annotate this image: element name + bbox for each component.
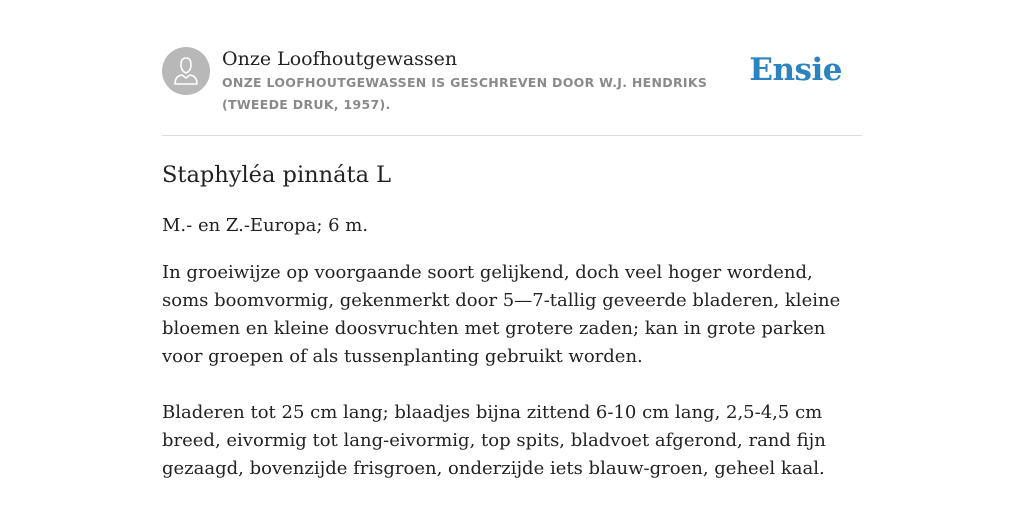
book-title[interactable]: Onze Loofhoutgewassen [222,48,458,70]
entry-description: In groeiwijze op voorgaande soort gelijkend, doch veel hoger wordend, soms boomvormig, gekenmerkt door 5—7-tallig geveerde bladeren, kleine bloemen en kleine doosvruchten met grotere zaden; kan in grote parken voor groepen of als tussenplanting gebruikt worden. [162,262,841,367]
entry-title: Staphyléa pinnáta L [162,162,392,188]
user-icon[interactable] [162,47,210,95]
book-description: ONZE LOOFHOUTGEWASSEN IS GESCHREVEN DOOR W.J. HENDRIKS (TWEEDE DRUK, 1957). [222,75,708,112]
brand-logo[interactable]: Ensie [749,52,842,88]
entry-origin: M.- en Z.-Europa; 6 m. [162,215,369,236]
book-header [162,46,862,116]
header-divider [162,135,862,136]
entry-leaves: Bladeren tot 25 cm lang; blaadjes bijna zittend 6-10 cm lang, 2,5-4,5 cm breed, eivormig tot lang-eivormig, top spits, bladvoet afgerond, rand fijn gezaagd, bovenzijde frisgroen, onderzijde iets blauw-groen, geheel kaal. [162,402,826,479]
entry-body [162,212,862,483]
paragraph-spacer [162,371,862,399]
